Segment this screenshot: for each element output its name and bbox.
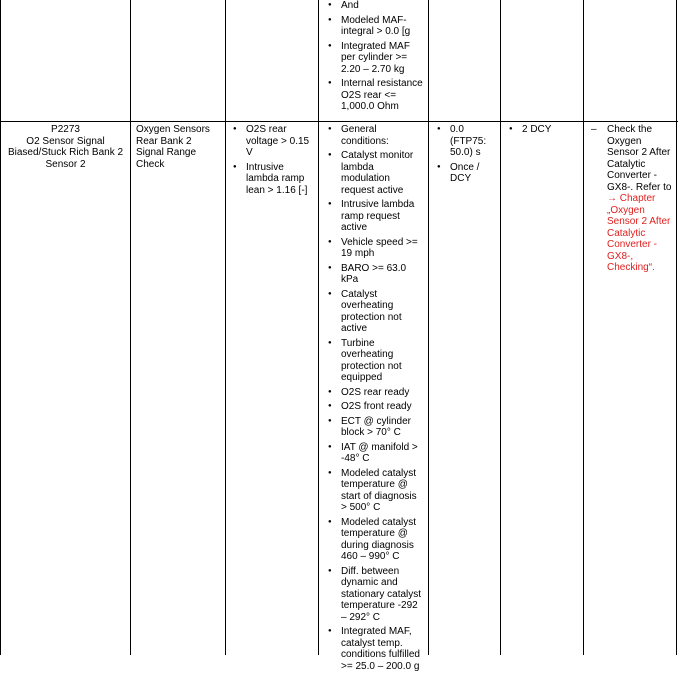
- table-divider: [225, 0, 226, 655]
- dtc-description: O2 Sensor Signal Biased/Stuck Rich Bank 2 Sensor 2: [7, 135, 124, 170]
- condition-item: ● Integrated MAF per cylinder >= 2.20 – 2.70 kg: [322, 41, 424, 76]
- monitor-strategy-cell: [131, 124, 225, 170]
- condition-item: ● And: [322, 0, 424, 12]
- enable-conditions-cell-prev: [318, 0, 428, 116]
- condition-item: ● O2S front ready: [322, 401, 424, 413]
- condition-item: ● Intrusive lambda ramp request active: [322, 199, 424, 234]
- table-divider: [500, 0, 501, 655]
- time-required-list: [431, 124, 497, 185]
- enable-conditions-list: [322, 124, 424, 672]
- condition-item: ● O2S rear ready: [322, 387, 424, 399]
- condition-item: ● IAT @ manifold > -48° C: [322, 442, 424, 465]
- table-divider: [583, 0, 584, 655]
- condition-item: ● Modeled catalyst temperature @ during diagnosis 460 – 990° C: [322, 517, 424, 563]
- repair-dash: –: [591, 124, 597, 135]
- table-border-left: [0, 0, 1, 655]
- chapter-link[interactable]: → Chapter „Oxygen Sensor 2 After Catalytic Converter - GX8-, Checking“.: [607, 193, 671, 273]
- criteria-item: ● Intrusive lambda ramp lean > 1.16 [-]: [227, 162, 314, 197]
- criteria-item: ● O2S rear voltage > 0.15 V: [227, 124, 314, 159]
- mil-item: ● 2 DCY: [503, 124, 580, 136]
- condition-item: ● Turbine overheating protection not equipped: [322, 338, 424, 384]
- dtc-cell: [1, 124, 130, 170]
- condition-item: ● Catalyst overheating protection not active: [322, 289, 424, 335]
- condition-item: ● ECT @ cylinder block > 70° C: [322, 416, 424, 439]
- condition-item: ● Catalyst monitor lambda modulation request active: [322, 150, 424, 196]
- condition-item: ● Internal resistance O2S rear <= 1,000.0 Ohm: [322, 78, 424, 113]
- time-required-cell: [429, 124, 500, 188]
- row-separator: [0, 121, 678, 122]
- table-divider: [428, 0, 429, 655]
- table-divider: [130, 0, 131, 655]
- condition-item: ● Modeled MAF-integral > 0.0 [g: [322, 15, 424, 38]
- malfunction-criteria-cell: [226, 124, 318, 199]
- condition-item: ● General conditions:: [322, 124, 424, 147]
- mil-illumination-cell: [501, 124, 583, 139]
- condition-item: ● Vehicle speed >= 19 mph: [322, 237, 424, 260]
- condition-item: ● Diff. between dynamic and stationary catalyst temperature -292 – 292° C: [322, 566, 424, 624]
- dtc-code: P2273: [51, 124, 80, 135]
- condition-item: ● BARO >= 63.0 kPa: [322, 263, 424, 286]
- condition-item: ● Integrated MAF, catalyst temp. conditions fulfilled >= 25.0 – 200.0 g: [322, 626, 424, 672]
- monitor-strategy: Oxygen Sensors Rear Bank 2 Signal Range Check: [136, 124, 210, 170]
- repair-cell: [584, 124, 676, 274]
- time-item: ● 0.0 (FTP75: 50.0) s: [431, 124, 497, 159]
- table-border-right: [676, 0, 677, 655]
- condition-item: ● Modeled catalyst temperature @ start of diagnosis > 500° C: [322, 468, 424, 514]
- repair-text: Check the Oxygen Sensor 2 After Catalytic Converter - GX8-. Refer to: [607, 124, 672, 193]
- mil-illumination-list: [503, 124, 580, 136]
- time-item: ● Once / DCY: [431, 162, 497, 185]
- enable-conditions-cell: [319, 124, 428, 675]
- malfunction-criteria-list: [227, 124, 314, 196]
- enable-conditions-list-prev: [322, 0, 424, 113]
